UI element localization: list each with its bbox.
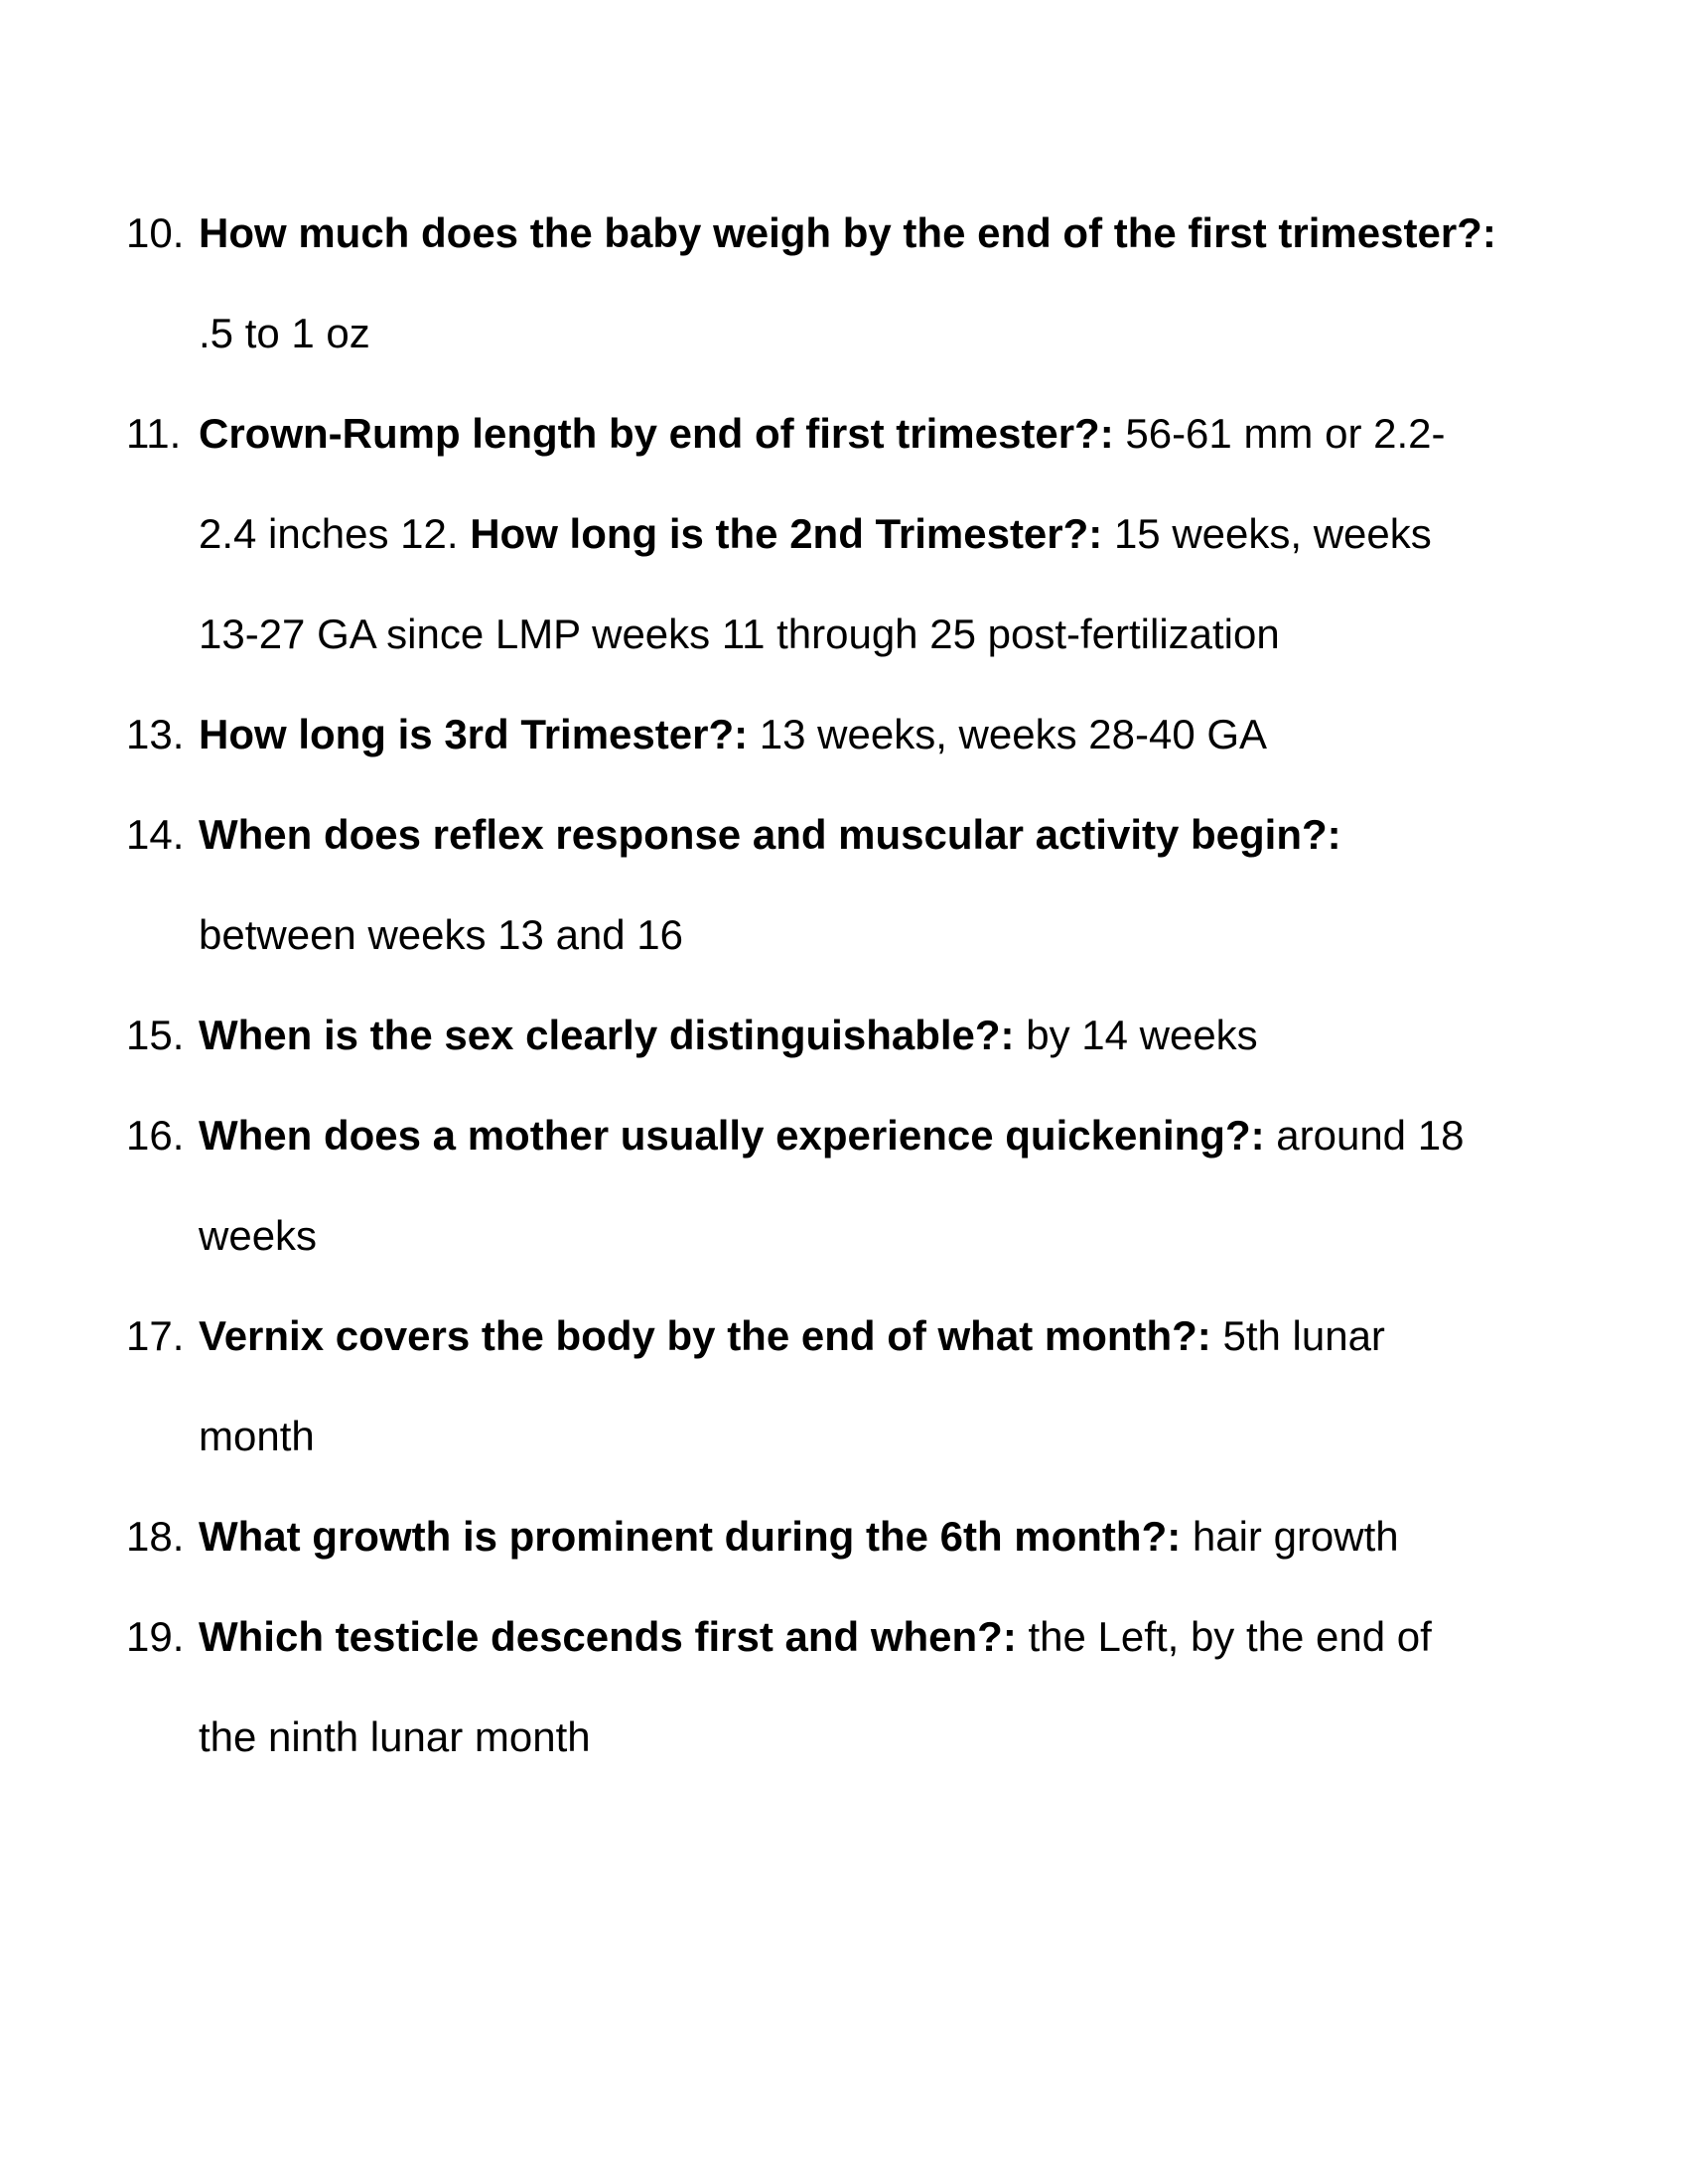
list-item [0, 684, 1499, 784]
answer-text: hair growth [1181, 1513, 1399, 1560]
answer-text: 13 weeks, weeks 28-40 GA [748, 711, 1268, 757]
question-text: Which testicle descends first and when?: [199, 1613, 1017, 1660]
answer-text: 56-61 mm or 2.2-2.4 inches [199, 410, 1446, 557]
list-item [0, 784, 1499, 985]
question-text: When is the sex clearly distinguishable?: [199, 1012, 1015, 1058]
item-number: 11. [126, 410, 182, 457]
answer-text: 5th lunar month [199, 1312, 1385, 1459]
item-number: 10. [126, 209, 185, 256]
item-number: 19. [126, 1613, 185, 1660]
inline-item-number: 12. [388, 510, 471, 557]
list-item [0, 1486, 1499, 1586]
item-number: 14. [126, 811, 185, 858]
item-number: 18. [126, 1513, 185, 1560]
question-text: Vernix covers the body by the end of what month?: [199, 1312, 1211, 1359]
question-text: How much does the baby weigh by the end of the first trimester?: [199, 209, 1496, 256]
list-item [0, 383, 1499, 684]
item-number: 17. [126, 1312, 185, 1359]
question-answer-list [0, 187, 1688, 1787]
answer-text: around 18 weeks [199, 1112, 1465, 1259]
answer-text: 15 weeks, weeks 13-27 GA since LMP weeks 11 through 25 post-fertilization [199, 510, 1432, 657]
answer-text: between weeks 13 and 16 [199, 911, 684, 958]
list-item [0, 183, 1499, 383]
answer-text: .5 to 1 oz [199, 310, 370, 356]
answer-text: by 14 weeks [1014, 1012, 1258, 1058]
question-text: Crown-Rump length by end of first trimester?: [199, 410, 1114, 457]
list-item [0, 985, 1499, 1085]
question-text: What growth is prominent during the 6th month?: [199, 1513, 1182, 1560]
list-item [0, 1286, 1499, 1486]
question-text: How long is the 2nd Trimester?: [470, 510, 1103, 557]
item-number: 13. [126, 711, 185, 757]
list-item [0, 1085, 1499, 1286]
question-text: When does a mother usually experience quickening?: [199, 1112, 1265, 1159]
item-number: 15. [126, 1012, 185, 1058]
question-text: How long is 3rd Trimester?: [199, 711, 749, 757]
question-text: When does reflex response and muscular activity begin?: [199, 811, 1341, 858]
answer-text: the Left, by the end of the ninth lunar month [199, 1613, 1432, 1760]
list-item [0, 1586, 1499, 1787]
item-number: 16. [126, 1112, 185, 1159]
